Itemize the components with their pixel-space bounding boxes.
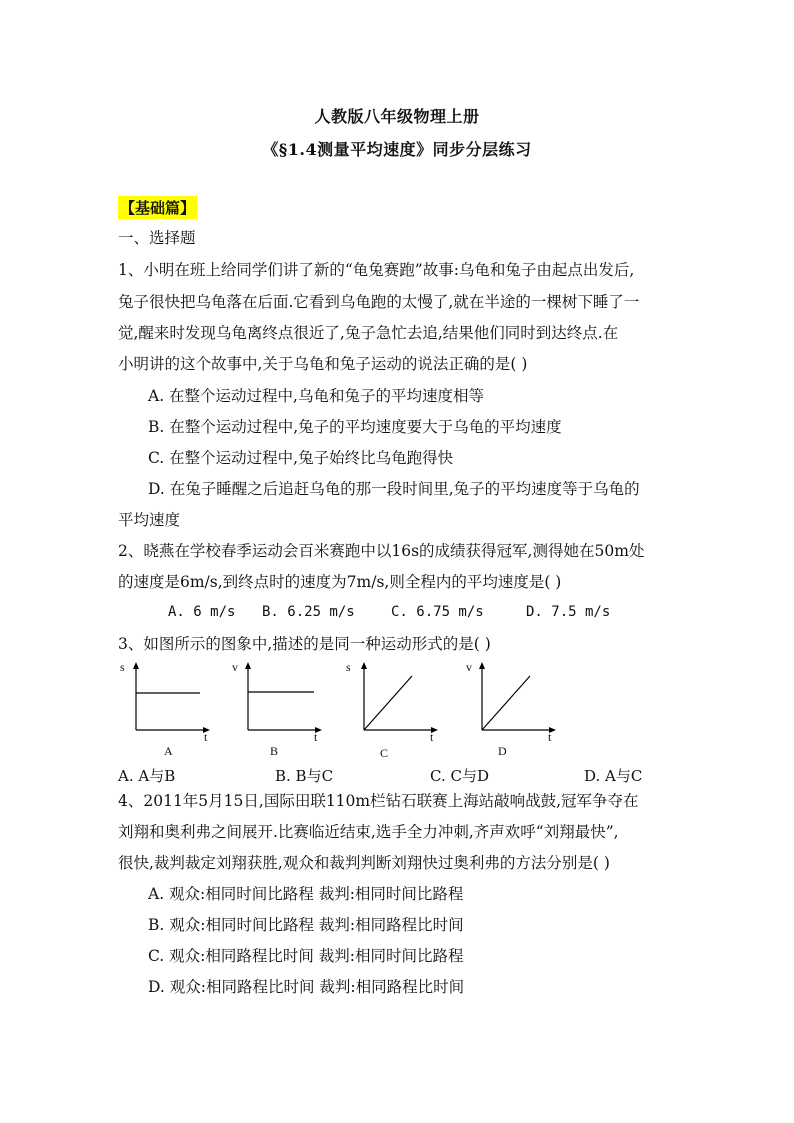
graph-a-xaxis: t — [204, 730, 208, 744]
graph-b-xaxis: t — [314, 730, 318, 744]
q4-line-3: 很快,裁判裁定刘翔获胜,观众和裁判判断刘翔快过奥利弗的方法分别是( ) — [118, 854, 610, 872]
graph-c-yaxis: s — [346, 660, 351, 674]
q2-option-a: A. 6 m/s — [168, 604, 236, 620]
graph-b-label: B — [270, 744, 279, 758]
q4-option-a: A. 观众:相同时间比路程 裁判:相同时间比路程 — [148, 885, 464, 903]
q4-option-c: C. 观众:相同路程比时间 裁判:相同时间比路程 — [148, 947, 464, 965]
q2-option-b: B. 6.25 m/s — [262, 604, 355, 620]
graph-d-label: D — [498, 744, 507, 758]
section-heading: 一、选择题 — [118, 229, 196, 247]
q3-option-c: C. C与D — [430, 767, 489, 785]
q2-line-2: 的速度是6m/s,到终点时的速度为7m/s,则全程内的平均速度是( ) — [118, 573, 562, 591]
q1-line-3: 觉,醒来时发现乌龟离终点很近了,兔子急忙去追,结果他们同时到达终点.在 — [118, 324, 619, 342]
q2-option-c: C. 6.75 m/s — [391, 604, 484, 620]
q2-line-1: 2、晓燕在学校春季运动会百米赛跑中以16s的成绩获得冠军,测得她在50m处 — [118, 542, 645, 560]
q3-option-d: D. A与C — [584, 767, 643, 785]
q4-line-2: 刘翔和奥利弗之间展开.比赛临近结束,选手全力冲刺,齐声欢呼“刘翔最快”, — [118, 823, 619, 841]
q3-option-b: B. B与C — [275, 767, 334, 785]
q1-option-b: B. 在整个运动过程中,兔子的平均速度要大于乌龟的平均速度 — [148, 418, 562, 436]
q4-option-b: B. 观众:相同时间比路程 裁判:相同路程比时间 — [148, 916, 464, 934]
q2-option-d: D. 7.5 m/s — [526, 604, 611, 620]
q1-option-a: A. 在整个运动过程中,乌龟和兔子的平均速度相等 — [148, 387, 484, 405]
q3-option-a: A. A与B — [118, 767, 176, 785]
graph-a-yaxis: s — [120, 660, 125, 674]
graph-d-xaxis: t — [548, 730, 552, 744]
section-tag: 【基础篇】 — [118, 196, 197, 219]
doc-subtitle: 《§1.4测量平均速度》同步分层练习 — [262, 140, 532, 159]
q4-option-d: D. 观众:相同路程比时间 裁判:相同路程比时间 — [148, 978, 465, 996]
q1-line-4: 小明讲的这个故事中,关于乌龟和兔子运动的说法正确的是( ) — [118, 355, 528, 373]
q1-option-c: C. 在整个运动过程中,兔子始终比乌龟跑得快 — [148, 449, 454, 467]
q1-line-1: 1、小明在班上给同学们讲了新的“龟兔赛跑”故事:乌龟和兔子由起点出发后, — [118, 261, 635, 279]
q1-line-2: 兔子很快把乌龟落在后面.它看到乌龟跑的太慢了,就在半途的一棵树下睡了一 — [118, 293, 640, 311]
q1-option-d: D. 在兔子睡醒之后追赶乌龟的那一段时间里,兔子的平均速度等于乌龟的 — [148, 480, 640, 498]
q1-option-d-cont: 平均速度 — [118, 511, 181, 529]
graph-c-label: C — [380, 746, 389, 760]
doc-title: 人教版八年级物理上册 — [314, 107, 480, 126]
graph-b-yaxis: v — [232, 660, 238, 674]
q3-line: 3、如图所示的图象中,描述的是同一种运动形式的是( ) — [118, 635, 491, 653]
q4-line-1: 4、2011年5月15日,国际田联110m栏钻石联赛上海站敲响战鼓,冠军争夺在 — [118, 792, 639, 810]
graph-a-label: A — [164, 744, 173, 758]
graph-c-xaxis: t — [430, 730, 434, 744]
graph-d-yaxis: v — [466, 660, 472, 674]
graph-a — [118, 658, 218, 758]
